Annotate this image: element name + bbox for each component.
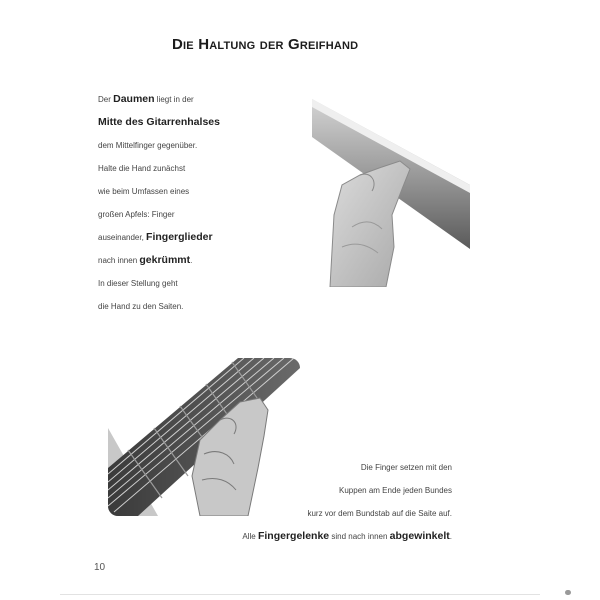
text-run: sind nach innen (329, 532, 390, 541)
text-run: liegt in der (154, 95, 194, 104)
text-run: Halte die Hand zunächst (98, 164, 186, 173)
text-line (98, 180, 220, 203)
text-line (242, 502, 452, 525)
text-run: wie beim Umfassen eines (98, 187, 190, 196)
page-corner-mark (565, 590, 571, 595)
text-line (242, 456, 452, 479)
intro-paragraph (98, 88, 220, 318)
text-line (242, 525, 452, 548)
text-line (98, 295, 220, 318)
text-line (98, 157, 220, 180)
page-bottom-edge (60, 594, 540, 595)
text-line (98, 272, 220, 295)
text-run: kurz vor dem Bundstab auf die Saite auf. (307, 509, 452, 518)
text-line (98, 203, 220, 226)
text-run: die Hand zu den Saiten. (98, 302, 184, 311)
emphasized-term: Mitte des Gitarrenhalses (98, 116, 220, 128)
page-number: 10 (94, 562, 106, 573)
text-line (242, 479, 452, 502)
finger-placement-paragraph (242, 456, 452, 548)
bleed-through-text (112, 42, 115, 52)
text-run: Die Finger setzen mit den (360, 463, 452, 472)
emphasized-term: gekrümmt (139, 254, 191, 266)
text-run: auseinander, (98, 233, 147, 242)
text-run: In dieser Stellung geht (98, 279, 178, 288)
text-run: dem Mittelfinger gegenüber. (98, 141, 198, 150)
text-line (98, 111, 220, 134)
text-run: Der (98, 95, 114, 104)
emphasized-term: Fingergelenke (257, 530, 330, 542)
text-run: . (449, 532, 452, 541)
page-title: Die Haltung der Greifhand (172, 36, 359, 53)
emphasized-term: abgewinkelt (389, 530, 450, 542)
text-run: großen Apfels: Finger (98, 210, 175, 219)
text-run: Kuppen am Ende jeden Bundes (339, 486, 452, 495)
text-line (98, 134, 220, 157)
text-line (98, 249, 220, 272)
text-run: nach innen (98, 256, 140, 265)
text-line (98, 226, 220, 249)
text-run: . (190, 256, 193, 265)
emphasized-term: Fingerglieder (146, 231, 213, 243)
thumb-on-guitar-neck-photo (312, 97, 470, 287)
emphasized-term: Daumen (113, 93, 155, 105)
text-line (98, 88, 220, 111)
text-run: Alle (242, 532, 258, 541)
